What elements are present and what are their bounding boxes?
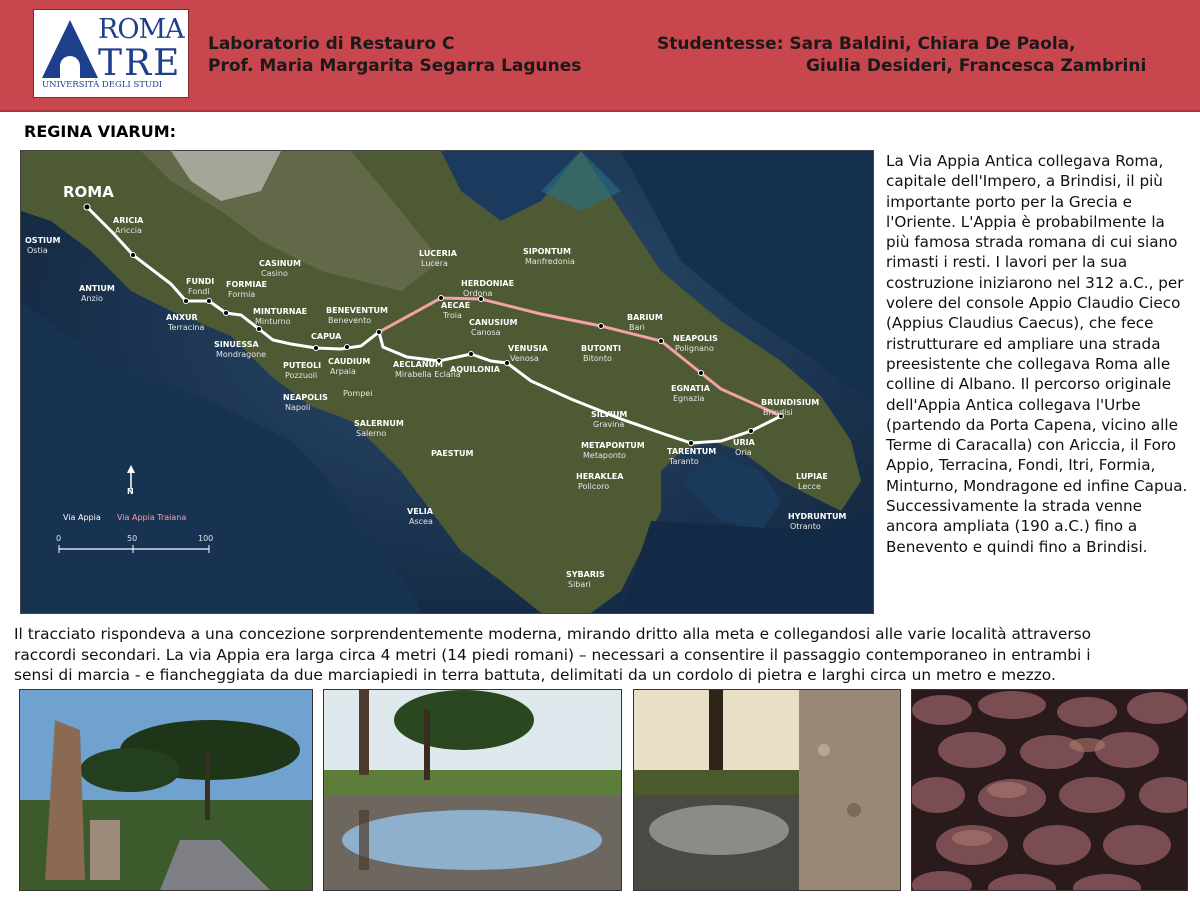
legend-via-traiana: Via Appia Traiana <box>117 513 187 522</box>
map-label-canusium: CANUSIUM <box>469 318 518 327</box>
scale-label-0: 0 <box>56 534 62 543</box>
map-label-venusia: VENUSIA <box>508 344 548 353</box>
map-label-luceria: LUCERIA <box>419 249 457 258</box>
map-label-beneventum: BENEVENTUM <box>326 306 388 315</box>
map-sublabel-manfredonia: Manfredonia <box>525 257 575 266</box>
map-sublabel-otranto: Otranto <box>790 522 821 531</box>
map-label-roma: ROMA <box>63 183 114 201</box>
map-sublabel-arpaia: Arpaia <box>330 367 356 376</box>
map-label-sipontum: SIPONTUM <box>523 247 572 256</box>
logo-text-roma: ROMA <box>98 14 184 45</box>
map-label-casinum: CASINUM <box>259 259 301 268</box>
map-label-caudium: CAUDIUM <box>328 357 371 366</box>
legend-via-appia: Via Appia <box>63 513 101 522</box>
map-label-puteoli: PUTEOLI <box>283 361 322 370</box>
map-sublabel-venosa: Venosa <box>510 354 539 363</box>
map-sublabel-taranto: Taranto <box>669 457 699 466</box>
map-label-sinuessa: SINUESSA <box>214 340 259 349</box>
map-sublabel-egnazia: Egnazia <box>673 394 705 403</box>
map-sublabel-mirabella-eclana: Mirabella Eclana <box>395 370 461 379</box>
map-label-anxur: ANXUR <box>166 313 198 322</box>
map-sublabel-formia: Formia <box>228 290 256 299</box>
photo-reflection-road <box>323 689 622 891</box>
map-sublabel-ordona: Ordona <box>463 289 493 298</box>
map-sublabel-casino: Casino <box>261 269 288 278</box>
map-label-salernum: SALERNUM <box>354 419 404 428</box>
logo-text-tre: TRE <box>98 43 182 84</box>
map-label-paestum: PAESTUM <box>431 449 474 458</box>
map-sublabel-salerno: Salerno <box>356 429 387 438</box>
map-sublabel-minturno: Minturno <box>255 317 291 326</box>
map-label-herdoniae: HERDONIAE <box>461 279 515 288</box>
map-sublabel-mondragone: Mondragone <box>216 350 267 359</box>
map-label-butonti: BUTONTI <box>581 344 621 353</box>
map-sublabel-gravina: Gravina <box>593 420 625 429</box>
map-sublabel-polignano: Polignano <box>675 344 714 353</box>
map-label-aeclanum: AECLANUM <box>393 360 443 369</box>
map-label-neapolis: NEAPOLIS <box>673 334 718 343</box>
map-sublabel-bitonto: Bitonto <box>583 354 612 363</box>
students-line-2: Giulia Desideri, Francesca Zambrini <box>806 56 1147 76</box>
map-sublabel-benevento: Benevento <box>328 316 372 325</box>
map-label-lupiae: LUPIAE <box>796 472 828 481</box>
description-text: La Via Appia Antica collegava Roma, capitale dell'Impero, a Brindisi, il più importante porto per la Grecia e l'Oriente. L'Appia è probabilmente la più famosa strada romana di cui siano rimasti i resti. I lavori per la sua costruzione iniziarono nel 312 a.C., per volere del console Appio Claudio Cieco (Appius Claudius Caecus), che fece ristrutturare ed ampliare una strada preesistente che collegava Roma alle colline di Albano. Il percorso originale dell'Appia Antica collegava l'Urbe (partendo da Porta Capena, vicino alle Terme di Caracalla) con Ariccia, il Foro Appio, Terracina, Fondi, Itri, Formia, Minturno, Mondragone ed infine Capua. Successivamente la strada venne ancora ampliata (190 a.C.) fino a Benevento e quindi fino a Brindisi. <box>886 152 1188 556</box>
north-label: N <box>127 487 134 496</box>
map-label-barium: BARIUM <box>627 313 663 322</box>
map-label-aquilonia: AQUILONIA <box>450 365 500 374</box>
map-sublabel-napoli: Napoli <box>285 403 311 412</box>
map-sublabel-brindisi: Brindisi <box>763 408 793 417</box>
map-sublabel-pompei: Pompei <box>343 389 373 398</box>
course-title: Laboratorio di Restauro C <box>208 34 455 54</box>
map-sublabel-sibari: Sibari <box>568 580 591 589</box>
photo-tomb-ruins <box>19 689 313 891</box>
route-paragraph: Il tracciato rispondeva a una concezione sorprendentemente moderna, mirando dritto alla meta e collegandosi alle varie località attraverso raccordi secondari. La via Appia era larga circa 4 metri (14 piedi romani) – necessari a consentire il passaggio contemporaneo in entrambi i sensi di marcia - e fiancheggiata da due marciapiedi in terra battuta, delimitati da un cordolo di pietra e larghi circa un metro e mezzo. <box>14 625 1092 684</box>
map-sublabel-bari: Bari <box>629 323 645 332</box>
map-label-hydruntum: HYDRUNTUM <box>788 512 847 521</box>
header-banner <box>0 0 1200 112</box>
scale-label-50: 50 <box>127 534 138 543</box>
map-label-minturnae: MINTURNAE <box>253 307 308 316</box>
map-sublabel-ostia: Ostia <box>27 246 48 255</box>
map-sublabel-policoro: Policoro <box>578 482 610 491</box>
map-label-aricia: ARICIA <box>113 216 144 225</box>
map-label-neapolis: NEAPOLIS <box>283 393 328 402</box>
map-label-capua: CAPUA <box>311 332 342 341</box>
map-graphic <box>21 151 873 613</box>
map-label-silvium: SILVIUM <box>591 410 628 419</box>
map-label-formiae: FORMIAE <box>226 280 268 289</box>
map-label-sybaris: SYBARIS <box>566 570 605 579</box>
map-sublabel-terracina: Terracina <box>168 323 205 332</box>
scale-label-100: 100 <box>198 534 214 543</box>
professor-name: Prof. Maria Margarita Segarra Lagunes <box>208 56 582 76</box>
map-sublabel-ascea: Ascea <box>409 517 433 526</box>
map-sublabel-pozzuoli: Pozzuoli <box>285 371 318 380</box>
map-label-ostium: OSTIUM <box>25 236 61 245</box>
map-label-fundi: FUNDI <box>186 277 215 286</box>
map-label-uria: URIA <box>733 438 755 447</box>
map-sublabel-anzio: Anzio <box>81 294 103 303</box>
map-sublabel-lecce: Lecce <box>798 482 821 491</box>
map-sublabel-oria: Oria <box>735 448 752 457</box>
photo-paving-stones <box>911 689 1188 891</box>
map-label-aecae: AECAE <box>441 301 471 310</box>
photo-sunset-wall <box>633 689 901 891</box>
map-sublabel-troia: Troia <box>443 311 462 320</box>
roma-tre-logo <box>33 9 189 98</box>
map-label-brundisium: BRUNDISIUM <box>761 398 820 407</box>
map-sublabel-metaponto: Metaponto <box>583 451 626 460</box>
map-label-metapontum: METAPONTUM <box>581 441 645 450</box>
map-label-velia: VELIA <box>407 507 433 516</box>
map-label-egnatia: EGNATIA <box>671 384 710 393</box>
logo-text-university: UNIVERSITÀ DEGLI STUDI <box>42 80 163 90</box>
map-sublabel-canosa: Canosa <box>471 328 501 337</box>
map-sublabel-ariccia: Ariccia <box>115 226 142 235</box>
students-line-1: Studentesse: Sara Baldini, Chiara De Paola, <box>657 34 1076 54</box>
map-sublabel-fondi: Fondi <box>188 287 210 296</box>
map-label-antium: ANTIUM <box>79 284 115 293</box>
via-appia-map <box>20 150 874 614</box>
map-label-heraklea: HERAKLEA <box>576 472 624 481</box>
map-sublabel-lucera: Lucera <box>421 259 448 268</box>
map-label-tarentum: TARENTUM <box>667 447 717 456</box>
section-title: REGINA VIARUM: <box>24 122 177 141</box>
